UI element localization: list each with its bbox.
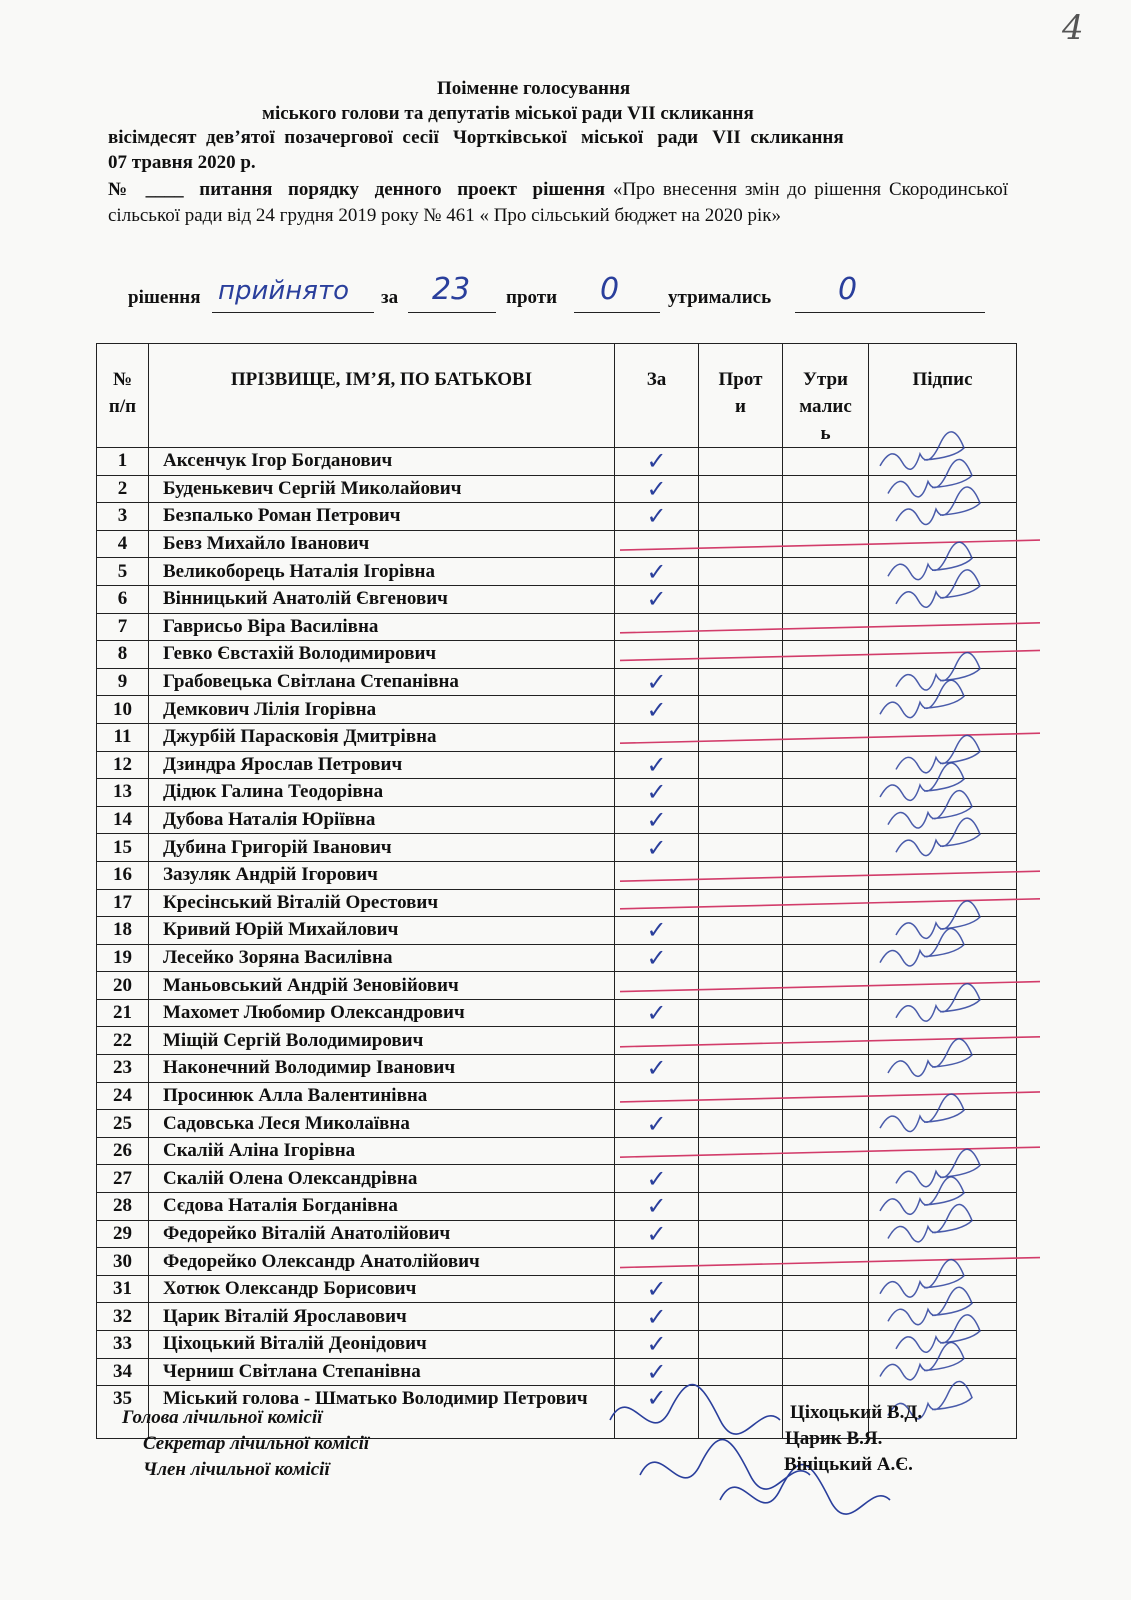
vote-for-cell [615, 613, 699, 641]
vote-abstain-cell [783, 1082, 869, 1110]
vote-abstain-cell [783, 999, 869, 1027]
signature-cell [869, 1248, 1017, 1276]
vote-abstain-cell [783, 917, 869, 945]
deputy-name: Дідюк Галина Теодорівна [149, 779, 615, 807]
vote-abstain-cell [783, 696, 869, 724]
signature-cell [869, 1082, 1017, 1110]
table-row [97, 723, 1017, 751]
table-row [97, 530, 1017, 558]
table-row [97, 668, 1017, 696]
vote-against-cell [699, 723, 783, 751]
for-value: 23 [432, 272, 471, 307]
table-row [97, 1331, 1017, 1359]
col-header-abstain: Утри малис ь [783, 344, 869, 448]
vote-against-cell [699, 1358, 783, 1386]
table-row [97, 1275, 1017, 1303]
row-number: 29 [97, 1220, 149, 1248]
signature-cell [869, 1165, 1017, 1193]
check-mark-icon: ✓ [646, 585, 667, 614]
table-row [97, 585, 1017, 613]
vote-for-cell [615, 1110, 699, 1138]
check-mark-icon: ✓ [646, 1219, 667, 1248]
vote-abstain-cell [783, 834, 869, 862]
table-row [97, 972, 1017, 1000]
deputy-name: Міщій Сергій Володимирович [149, 1027, 615, 1055]
vote-against-cell [699, 448, 783, 476]
vote-abstain-cell [783, 1275, 869, 1303]
table-row [97, 944, 1017, 972]
vote-abstain-cell [783, 558, 869, 586]
deputy-name: Міський голова - Шматько Володимир Петрович [149, 1386, 615, 1439]
row-number: 5 [97, 558, 149, 586]
row-number: 12 [97, 751, 149, 779]
deputy-name: Махомет Любомир Олександрович [149, 999, 615, 1027]
row-number: 23 [97, 1055, 149, 1083]
signature-cell [869, 668, 1017, 696]
table-row [97, 696, 1017, 724]
deputy-name: Буденькевич Сергій Миколайович [149, 475, 615, 503]
vote-for-cell [615, 1248, 699, 1276]
vote-abstain-cell [783, 1193, 869, 1221]
vote-abstain-cell [783, 1027, 869, 1055]
vote-abstain-cell [783, 1137, 869, 1165]
table-row [97, 1248, 1017, 1276]
vote-abstain-cell [783, 1303, 869, 1331]
signature-cell [869, 944, 1017, 972]
table-row [97, 1055, 1017, 1083]
vote-abstain-cell [783, 1248, 869, 1276]
against-label: проти [506, 287, 558, 308]
signature-cell [869, 861, 1017, 889]
row-number: 4 [97, 530, 149, 558]
deputy-name: Хотюк Олександр Борисович [149, 1275, 615, 1303]
vote-against-cell [699, 1027, 783, 1055]
row-number: 19 [97, 944, 149, 972]
row-number: 26 [97, 1137, 149, 1165]
vote-for-cell [615, 1193, 699, 1221]
vote-against-cell [699, 1275, 783, 1303]
deputy-name: Гевко Євстахій Володимирович [149, 641, 615, 669]
member-name: Вініцький А.Є. [784, 1454, 913, 1475]
check-mark-icon: ✓ [646, 1275, 667, 1304]
vote-against-cell [699, 558, 783, 586]
decision-label: рішення [128, 287, 201, 308]
row-number: 22 [97, 1027, 149, 1055]
vote-for-cell [615, 585, 699, 613]
vote-for-cell [615, 448, 699, 476]
table-row [97, 999, 1017, 1027]
signature-cell [869, 999, 1017, 1027]
deputy-name: Зазуляк Андрій Ігорович [149, 861, 615, 889]
vote-for-cell [615, 1275, 699, 1303]
vote-abstain-cell [783, 861, 869, 889]
vote-against-cell [699, 999, 783, 1027]
signature-cell [869, 448, 1017, 476]
vote-for-cell [615, 1303, 699, 1331]
table-row [97, 448, 1017, 476]
vote-for-cell [615, 530, 699, 558]
signature-cell [869, 1220, 1017, 1248]
vote-against-cell [699, 1165, 783, 1193]
vote-against-cell [699, 1331, 783, 1359]
vote-against-cell [699, 475, 783, 503]
check-mark-icon: ✓ [646, 1330, 667, 1359]
check-mark-icon: ✓ [646, 778, 667, 807]
row-number: 33 [97, 1331, 149, 1359]
vote-abstain-cell [783, 806, 869, 834]
row-number: 1 [97, 448, 149, 476]
vote-against-cell [699, 696, 783, 724]
table-header-row [97, 344, 1017, 448]
vote-for-cell [615, 806, 699, 834]
signature-cell [869, 530, 1017, 558]
deputy-name: Наконечний Володимир Іванович [149, 1055, 615, 1083]
member-label: Член лічильної комісії [143, 1459, 330, 1480]
check-mark-icon: ✓ [646, 916, 667, 945]
vote-against-cell [699, 585, 783, 613]
signature-cell [869, 1137, 1017, 1165]
row-number: 30 [97, 1248, 149, 1276]
vote-for-cell [615, 1082, 699, 1110]
check-mark-icon: ✓ [646, 806, 667, 835]
vote-for-cell [615, 1331, 699, 1359]
table-row [97, 917, 1017, 945]
vote-against-cell [699, 889, 783, 917]
deputy-name: Дзиндра Ярослав Петрович [149, 751, 615, 779]
signature-cell [869, 503, 1017, 531]
vote-for-cell [615, 861, 699, 889]
signature-cell [869, 585, 1017, 613]
vote-for-cell [615, 972, 699, 1000]
vote-against-cell [699, 668, 783, 696]
deputy-name: Царик Віталій Ярославович [149, 1303, 615, 1331]
signature-cell [869, 641, 1017, 669]
row-number: 2 [97, 475, 149, 503]
vote-for-cell [615, 944, 699, 972]
signature-cell [869, 613, 1017, 641]
deputy-name: Маньовський Андрій Зеновійович [149, 972, 615, 1000]
vote-against-cell [699, 1303, 783, 1331]
row-number: 24 [97, 1082, 149, 1110]
vote-abstain-cell [783, 585, 869, 613]
check-mark-icon: ✓ [646, 1192, 667, 1221]
vote-against-cell [699, 972, 783, 1000]
signature-cell [869, 1055, 1017, 1083]
deputy-name: Гаврисьо Віра Василівна [149, 613, 615, 641]
vote-for-cell [615, 558, 699, 586]
table-row [97, 779, 1017, 807]
vote-for-cell [615, 751, 699, 779]
row-number: 32 [97, 1303, 149, 1331]
deputy-name: Великоборець Наталія Ігорівна [149, 558, 615, 586]
row-number: 21 [97, 999, 149, 1027]
row-number: 13 [97, 779, 149, 807]
signature-cell [869, 834, 1017, 862]
vote-against-cell [699, 613, 783, 641]
vote-against-cell [699, 1110, 783, 1138]
signature-cell [869, 889, 1017, 917]
for-label: за [381, 287, 399, 308]
vote-for-cell [615, 889, 699, 917]
table-row [97, 834, 1017, 862]
vote-for-cell [615, 475, 699, 503]
vote-for-cell [615, 834, 699, 862]
abstained-line [795, 292, 985, 313]
signature-cell [869, 1331, 1017, 1359]
check-mark-icon: ✓ [646, 557, 667, 586]
deputy-name: Аксенчук Ігор Богданович [149, 448, 615, 476]
signature-cell [869, 1275, 1017, 1303]
table-row [97, 1358, 1017, 1386]
deputy-name: Демкович Лілія Ігорівна [149, 696, 615, 724]
vote-abstain-cell [783, 641, 869, 669]
session-line: вісімдесят дев’ятої позачергової сесії Чортківської міської ради VII скликання [108, 127, 844, 148]
signature-cell [869, 1303, 1017, 1331]
deputy-name: Черниш Світлана Степанівна [149, 1358, 615, 1386]
signature-cell [869, 723, 1017, 751]
check-mark-icon: ✓ [646, 502, 667, 531]
row-number: 27 [97, 1165, 149, 1193]
abstained-label: утримались [668, 287, 772, 308]
row-number: 34 [97, 1358, 149, 1386]
check-mark-icon: ✓ [646, 695, 667, 724]
table-row [97, 1082, 1017, 1110]
check-mark-icon: ✓ [646, 1109, 667, 1138]
deputy-name: Федорейко Олександр Анатолійович [149, 1248, 615, 1276]
row-number: 9 [97, 668, 149, 696]
table-row [97, 1303, 1017, 1331]
table-row [97, 503, 1017, 531]
check-mark-icon: ✓ [646, 999, 667, 1028]
deputy-name: Скалій Аліна Ігорівна [149, 1137, 615, 1165]
deputy-name: Ціхоцький Віталій Деонідович [149, 1331, 615, 1359]
deputy-name: Садовська Леся Миколаївна [149, 1110, 615, 1138]
vote-against-cell [699, 751, 783, 779]
deputy-name: Просинюк Алла Валентинівна [149, 1082, 615, 1110]
table-row [97, 1110, 1017, 1138]
agenda-item-prefix: № ____ питання порядку денного проект рішення [108, 179, 606, 200]
signature-cell [869, 558, 1017, 586]
deputy-name: Скалій Олена Олександрівна [149, 1165, 615, 1193]
deputy-name: Вінницький Анатолій Євгенович [149, 585, 615, 613]
vote-abstain-cell [783, 779, 869, 807]
abstained-value: 0 [838, 272, 858, 307]
table-row [97, 1165, 1017, 1193]
row-number: 16 [97, 861, 149, 889]
decision-value: прийнято [218, 276, 349, 306]
signature-cell [869, 1193, 1017, 1221]
deputy-name: Дубина Григорій Іванович [149, 834, 615, 862]
signature-cell [869, 972, 1017, 1000]
vote-against-cell [699, 1137, 783, 1165]
vote-for-cell [615, 641, 699, 669]
against-value: 0 [600, 272, 620, 307]
vote-against-cell [699, 641, 783, 669]
row-number: 8 [97, 641, 149, 669]
vote-against-cell [699, 1082, 783, 1110]
vote-against-cell [699, 1055, 783, 1083]
vote-abstain-cell [783, 1055, 869, 1083]
vote-for-cell [615, 723, 699, 751]
row-number: 7 [97, 613, 149, 641]
document-title: Поіменне голосування [437, 78, 631, 99]
row-number: 25 [97, 1110, 149, 1138]
vote-abstain-cell [783, 448, 869, 476]
vote-against-cell [699, 530, 783, 558]
vote-against-cell [699, 503, 783, 531]
vote-for-cell [615, 1358, 699, 1386]
vote-abstain-cell [783, 613, 869, 641]
vote-abstain-cell [783, 1220, 869, 1248]
row-number: 20 [97, 972, 149, 1000]
deputy-name: Грабовецька Світлана Степанівна [149, 668, 615, 696]
row-number: 6 [97, 585, 149, 613]
table-row [97, 475, 1017, 503]
vote-for-cell [615, 503, 699, 531]
vote-against-cell [699, 834, 783, 862]
vote-against-cell [699, 1193, 783, 1221]
vote-abstain-cell [783, 1110, 869, 1138]
signature-cell [869, 1110, 1017, 1138]
chair-name: Ціхоцький В.Д. [790, 1402, 923, 1423]
signature-cell [869, 1027, 1017, 1055]
vote-against-cell [699, 1220, 783, 1248]
check-mark-icon: ✓ [646, 1302, 667, 1331]
vote-abstain-cell [783, 1358, 869, 1386]
vote-for-cell [615, 696, 699, 724]
row-number: 28 [97, 1193, 149, 1221]
vote-against-cell [699, 861, 783, 889]
check-mark-icon: ✓ [646, 1054, 667, 1083]
col-header-signature: Підпис [869, 344, 1017, 448]
vote-against-cell [699, 917, 783, 945]
table-row [97, 1027, 1017, 1055]
vote-abstain-cell [783, 503, 869, 531]
check-mark-icon: ✓ [646, 833, 667, 862]
deputy-name: Бевз Михайло Іванович [149, 530, 615, 558]
table-row [97, 613, 1017, 641]
signature-cell [869, 751, 1017, 779]
table-row [97, 558, 1017, 586]
chair-label: Голова лічильної комісії [122, 1407, 323, 1428]
vote-abstain-cell [783, 1165, 869, 1193]
row-number: 3 [97, 503, 149, 531]
page-number: 4 [1062, 8, 1084, 48]
vote-abstain-cell [783, 1331, 869, 1359]
deputy-name: Кривий Юрій Михайлович [149, 917, 615, 945]
row-number: 31 [97, 1275, 149, 1303]
vote-for-cell [615, 1027, 699, 1055]
vote-abstain-cell [783, 668, 869, 696]
deputy-name: Безпалько Роман Петрович [149, 503, 615, 531]
row-number: 17 [97, 889, 149, 917]
col-header-name: ПРІЗВИЩЕ, ІМ’Я, ПО БАТЬКОВІ [149, 344, 615, 448]
signature-cell [869, 779, 1017, 807]
session-date: 07 травня 2020 р. [108, 152, 256, 173]
agenda-item [108, 177, 1008, 229]
vote-for-cell [615, 1386, 699, 1439]
check-mark-icon: ✓ [646, 943, 667, 972]
table-row [97, 1193, 1017, 1221]
table-row [97, 751, 1017, 779]
signature-cell [869, 806, 1017, 834]
vote-for-cell [615, 668, 699, 696]
vote-against-cell [699, 779, 783, 807]
table-row [97, 641, 1017, 669]
check-mark-icon: ✓ [646, 1164, 667, 1193]
deputy-name: Сєдова Наталія Богданівна [149, 1193, 615, 1221]
check-mark-icon: ✓ [646, 750, 667, 779]
vote-for-cell [615, 999, 699, 1027]
agenda-item-text: «Про внесення змін до рішення Скородинської сільської ради від 24 грудня 2019 року № 461 « Про сільський бюджет на 2020 рік» [108, 179, 1008, 226]
col-header-for: За [615, 344, 699, 448]
vote-against-cell [699, 806, 783, 834]
vote-for-cell [615, 779, 699, 807]
secretary-label: Секретар лічильної комісії [143, 1433, 370, 1454]
vote-abstain-cell [783, 751, 869, 779]
row-number: 35 [97, 1386, 149, 1439]
secretary-name: Царик В.Я. [785, 1428, 883, 1449]
document-subtitle: міського голови та депутатів міської ради VII скликання [262, 103, 754, 124]
vote-abstain-cell [783, 889, 869, 917]
deputy-name: Федорейко Віталій Анатолійович [149, 1220, 615, 1248]
row-number: 11 [97, 723, 149, 751]
vote-against-cell [699, 1248, 783, 1276]
vote-for-cell [615, 1165, 699, 1193]
signature-cell [869, 696, 1017, 724]
deputy-name: Джурбій Парасковія Дмитрівна [149, 723, 615, 751]
row-number: 10 [97, 696, 149, 724]
deputy-name: Дубова Наталія Юріївна [149, 806, 615, 834]
vote-abstain-cell [783, 530, 869, 558]
row-number: 14 [97, 806, 149, 834]
table-row [97, 1220, 1017, 1248]
signature-cell [869, 1358, 1017, 1386]
check-mark-icon: ✓ [646, 668, 667, 697]
vote-for-cell [615, 1055, 699, 1083]
table-row [97, 861, 1017, 889]
table-row [97, 806, 1017, 834]
vote-abstain-cell [783, 723, 869, 751]
check-mark-icon: ✓ [646, 474, 667, 503]
table-row [97, 1137, 1017, 1165]
col-header-number: № п/п [97, 344, 149, 448]
vote-against-cell [699, 1386, 783, 1439]
vote-abstain-cell [783, 475, 869, 503]
vote-abstain-cell [783, 972, 869, 1000]
deputy-name: Лесейко Зоряна Василівна [149, 944, 615, 972]
table-row [97, 889, 1017, 917]
vote-against-cell [699, 944, 783, 972]
roll-call-table [96, 343, 1017, 1439]
check-mark-icon: ✓ [646, 1357, 667, 1386]
deputy-name: Кресінський Віталій Орестович [149, 889, 615, 917]
check-mark-icon: ✓ [646, 1384, 667, 1413]
vote-abstain-cell [783, 944, 869, 972]
col-header-against: Прот и [699, 344, 783, 448]
signature-cell [869, 917, 1017, 945]
row-number: 18 [97, 917, 149, 945]
vote-for-cell [615, 1220, 699, 1248]
vote-for-cell [615, 1137, 699, 1165]
vote-for-cell [615, 917, 699, 945]
row-number: 15 [97, 834, 149, 862]
signature-cell [869, 475, 1017, 503]
check-mark-icon: ✓ [646, 447, 667, 476]
